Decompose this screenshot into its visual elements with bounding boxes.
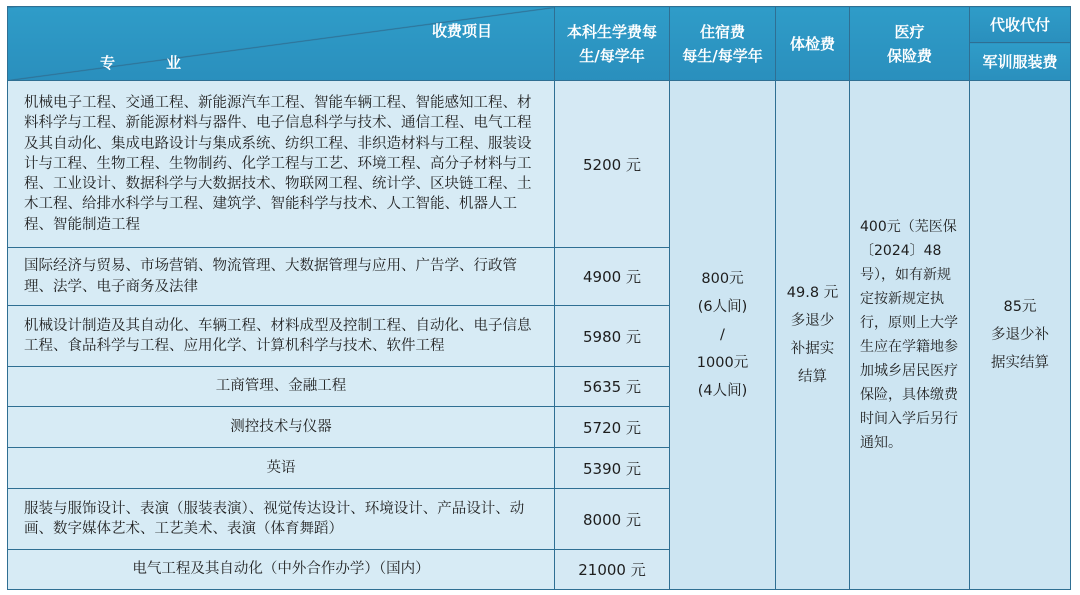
header-physical: 体检费 [776,7,850,81]
row-majors: 服装与服饰设计、表演（服装表演）、视觉传达设计、环境设计、产品设计、动画、数字媒体艺术、工艺美术、表演（体育舞蹈） [8,489,555,550]
dorm-fee-cell: 800元 (6人间) / 1000元 (4人间) [670,81,776,590]
header-military: 军训服装费 [970,43,1071,81]
header-major: 专 业 [100,54,200,72]
header-medical: 医疗 保险费 [850,7,970,81]
row-majors: 测控技术与仪器 [8,407,555,448]
fee-table [7,6,1071,590]
row-majors: 机械设计制造及其自动化、车辆工程、材料成型及控制工程、自动化、电子信息工程、食品科学与工程、应用化学、计算机科学与技术、软件工程 [8,306,555,367]
military-fee-cell: 85元 多退少补 据实结算 [970,81,1071,590]
header-fee-items: 收费项目 [431,22,492,40]
header-tuition: 本科生学费每 生/每学年 [555,7,670,81]
row-majors: 电气工程及其自动化（中外合作办学）（国内） [8,550,555,590]
row-fee: 8000 元 [555,489,670,550]
row-majors: 国际经济与贸易、市场营销、物流管理、大数据管理与应用、广告学、行政管理、法学、电子商务及法律 [8,248,555,306]
row-fee: 5635 元 [555,367,670,407]
header-dorm: 住宿费 每生/每学年 [670,7,776,81]
row-fee: 21000 元 [555,550,670,590]
row-majors: 英语 [8,448,555,489]
medical-fee-cell: 400元（芜医保〔2024〕48号），如有新规定按新规定执行，原则上大学生应在学籍地参加城乡居民医疗保险，具体缴费时间入学后另行通知。 [850,81,970,590]
row-fee: 5390 元 [555,448,670,489]
row-fee: 5200 元 [555,81,670,248]
physical-fee-cell: 49.8 元 多退少 补据实 结算 [776,81,850,590]
header-collect: 代收代付 [970,7,1071,43]
row-fee: 4900 元 [555,248,670,306]
row-fee: 5980 元 [555,306,670,367]
header-diagonal-cell [8,7,555,81]
row-fee: 5720 元 [555,407,670,448]
row-majors: 工商管理、金融工程 [8,367,555,407]
row-majors: 机械电子工程、交通工程、新能源汽车工程、智能车辆工程、智能感知工程、材料科学与工程、新能源材料与器件、电子信息科学与技术、通信工程、电气工程及其自动化、集成电路设计与集成系统、纺织工程、非织造材料与工程、服装设计与工程、生物工程、生物制药、化学工程与工艺、环境工程、高分子材料与工程、工业设计、数据科学与大数据技术、物联网工程、统计学、区块链工程、土木工程、给排水科学与工程、建筑学、智能科学与技术、人工智能、机器人工程、智能制造工程 [8,81,555,248]
